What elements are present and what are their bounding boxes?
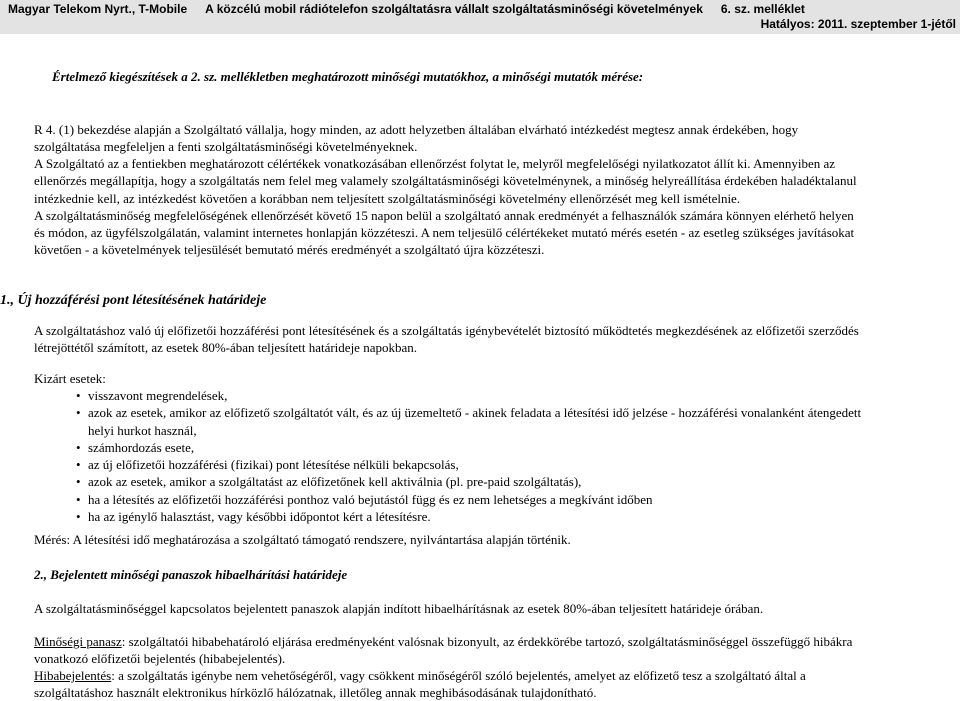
intro-line: követően - a követelmények teljesülését bemutató mérés eredményét a szolgáltató újra közzéteszi. xyxy=(34,242,545,257)
section2-heading: 2., Bejelentett minőségi panaszok hibaelhárítási határideje xyxy=(34,567,348,582)
intro-line: ellenőrzés megállapítja, hogy a szolgáltatás nem felel meg valamely szolgáltatásminőségi követelménynek, a minőség helyreállítása érdekében haladéktalanul xyxy=(34,173,857,188)
intro-line: R 4. (1) bekezdése alapján a Szolgáltató vállalja, hogy minden, az adott helyzetben általában elvárható intézkedést megtesz annak érdekében, hogy xyxy=(34,122,799,137)
list-item-continuation: helyi hurkot használ, xyxy=(88,422,197,438)
section1-heading: 1., Új hozzáférési pont létesítésének határideje xyxy=(0,293,267,308)
page-header xyxy=(0,0,960,34)
list-item: • ha az igénylő halasztást, vagy későbbi időpontot kért a létesítésre. xyxy=(76,508,861,525)
list-item: • visszavont megrendelések, xyxy=(76,387,861,404)
intro-line: A Szolgáltató az a fentiekben meghatározott célértékek vonatkozásában ellenőrzést folytat le, melyről megfelelőségi nyilatkozatot állít ki. Amennyiben az xyxy=(34,156,836,171)
excluded-label: Kizárt esetek: xyxy=(34,371,106,386)
section1-paragraph-line: A szolgáltatáshoz való új előfizetői hozzáférési pont létesítésének és a szolgáltatás igénybevételét biztosító működtetés megkezdésének az előfizetői szerződés xyxy=(34,323,859,338)
list-item: • azok az esetek, amikor az előfizető szolgáltatót vált, és az új üzemeltető - akinek feladata a létesítési idő jelzése - hozzáférési vonalanként átengedett helyi hurkot használ, xyxy=(76,404,861,439)
list-item: • azok az esetek, amikor a szolgáltatást az előfizetőnek kell aktiválnia (pl. pre-paid szolgáltatás), xyxy=(76,473,861,490)
header-annex: 6. sz. melléklet xyxy=(720,2,805,16)
header-title: A közcélú mobil rádiótelefon szolgáltatásra vállalt szolgáltatásminőségi követelmények xyxy=(205,2,703,16)
excluded-list xyxy=(76,387,861,525)
fault-definition: Hibabejelentés: a szolgáltatás igénybe nem vehetőségéről, vagy csökkent minőségéről szóló bejelentés, amelyet az előfizető tesz a szolgáltató által a xyxy=(34,668,806,683)
section2-paragraph: A szolgáltatásminőséggel kapcsolatos bejelentett panaszok alapján indított hibaelhárításnak az esetek 80%-ában teljesített határideje órában. xyxy=(34,601,764,616)
complaint-definition: Minőségi panasz: szolgáltatói hibabehatároló eljárása eredményeként valósnak bizonyult, az érdekkörébe tartozó, szolgáltatásminőséggel összefüggő hibákra xyxy=(34,634,853,649)
list-item: • ha a létesítés az előfizetői hozzáférési ponthoz való bejutástól függ és ez nem lehetséges a megkívánt időben xyxy=(76,491,861,508)
header-company: Magyar Telekom Nyrt., T-Mobile xyxy=(8,2,188,16)
section1-paragraph-line: létrejöttétől számított, az esetek 80%-ában teljesített határideje napokban. xyxy=(34,340,417,355)
intro-line: A szolgáltatásminőség megfelelőségének ellenőrzését követő 15 napon belül a szolgáltató annak eredményét a felhasználók számára könnyen elérhető helyen xyxy=(34,208,854,223)
complaint-definition-line: vonatkozó előfizetői bejelentés (hibabejelentés). xyxy=(34,651,286,666)
intro-heading: Értelmező kiegészítések a 2. sz. mellékletben meghatározott minőségi mutatókhoz, a minőségi mutatók mérése: xyxy=(52,69,644,84)
intro-line: intézkednie kell, az intézkedést követően a korábban nem teljesített szolgáltatásminőségi követelmény ellenőrzését meg kell ismételnie. xyxy=(34,191,741,206)
intro-line: szolgáltatása megfeleljen a fenti szolgáltatásminőségi követelményeknek. xyxy=(34,139,418,154)
complaint-term: Minőségi panasz xyxy=(34,634,122,649)
fault-term: Hibabejelentés xyxy=(34,668,112,683)
header-line-1 xyxy=(8,2,805,16)
intro-line: és módon, az ügyfélszolgálatán, valamint internetes honlapján közzéteszi. A nem teljesülő célértékeket mutató mérés esetén - az esetleg szükséges javításokat xyxy=(34,225,855,240)
header-effective: Hatályos: 2011. szeptember 1-jétől xyxy=(760,17,956,31)
list-item: • az új előfizetői hozzáférési (fizikai) pont létesítése nélküli bekapcsolás, xyxy=(76,456,861,473)
list-item: • számhordozás esete, xyxy=(76,439,861,456)
measurement-text: Mérés: A létesítési idő meghatározása a szolgáltató támogató rendszere, nyilvántartása alapján történik. xyxy=(34,532,571,547)
fault-definition-line: szolgáltatáshoz használt elektronikus hírközlő hálózatnak, illetőleg annak meghibásodásának tulajdonítható. xyxy=(34,685,597,700)
